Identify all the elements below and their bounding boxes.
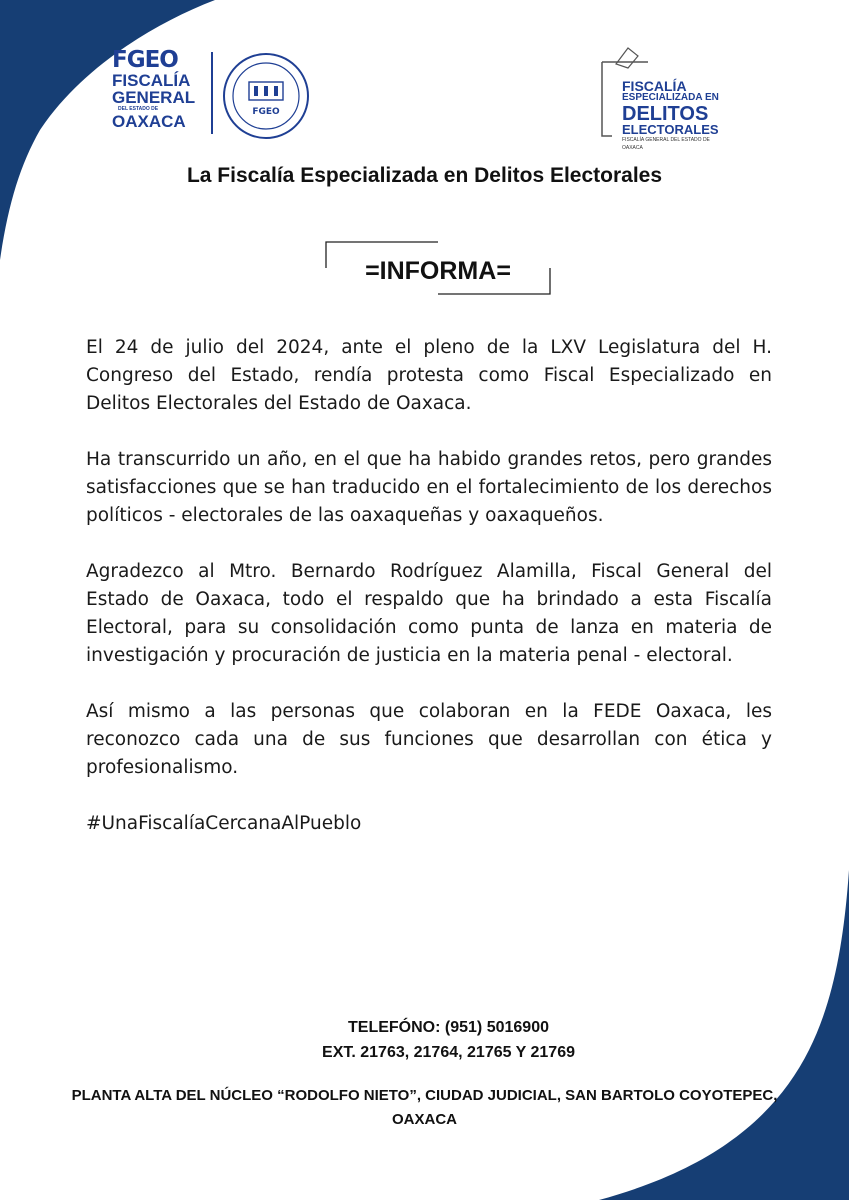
page-title: La Fiscalía Especializada en Delitos Electorales xyxy=(186,164,663,187)
fgeo-logo-line1: FISCALÍA xyxy=(112,71,191,90)
hashtag: #UnaFiscalíaCercanaAlPueblo xyxy=(86,813,362,834)
fgeo-logo-line2: GENERAL xyxy=(112,88,196,107)
paragraph-3: Agradezco al Mtro. Bernardo Rodríguez Alamilla, Fiscal General del Estado de Oaxaca, todo el respaldo que ha brindado a esta Fiscalía Electoral, para su consolidación como punta de lanza en materia de investigación y procuración de justicia en la materia penal - electoral. xyxy=(86,561,772,666)
fede-logo-line1: FISCALÍA xyxy=(622,78,687,94)
fgeo-logo-small: DEL ESTADO DE xyxy=(118,106,159,112)
fgeo-seal xyxy=(222,52,310,140)
footer-address: PLANTA ALTA DEL NÚCLEO “RODOLFO NIETO”, CIUDAD JUDICIAL, SAN BARTOLO COYOTEPEC, OAXACA xyxy=(71,1087,778,1128)
fede-logo xyxy=(622,80,732,152)
paragraph-4: Así mismo a las personas que colaboran en la FEDE Oaxaca, les reconozco cada una de sus funciones que desarrollan con ética y profesionalismo. xyxy=(86,701,772,778)
paragraph-2: Ha transcurrido un año, en el que ha habido grandes retos, pero grandes satisfacciones que se han traducido en el fortalecimiento de los derechos políticos - electorales de las oaxaqueñas y oaxaqueños. xyxy=(86,449,772,526)
footer-contact xyxy=(0,1015,849,1065)
fgeo-logo-line3: OAXACA xyxy=(112,112,186,131)
logo-divider xyxy=(211,52,213,134)
fgeo-logo-mark: FGEO xyxy=(112,47,178,73)
footer-phone: TELEFÓNO: (951) 5016900 xyxy=(348,1019,549,1036)
fede-logo-line4: ELECTORALES xyxy=(622,122,719,137)
seal-mark: FGEO xyxy=(252,107,280,117)
paragraph-1: El 24 de julio del 2024, ante el pleno de la LXV Legislatura del H. Congreso del Estado, rendía protesta como Fiscal Especializado en Delitos Electorales del Estado de Oaxaca. xyxy=(86,337,772,414)
informa-heading: =INFORMA= xyxy=(365,257,511,285)
fede-logo-line3: DELITOS xyxy=(622,103,709,125)
fgeo-logo xyxy=(112,48,212,130)
statement-body xyxy=(86,334,772,866)
footer-extensions: EXT. 21763, 21764, 21765 Y 21769 xyxy=(322,1044,575,1061)
fede-logo-line5: FISCALÍA GENERAL DEL ESTADO DE OAXACA xyxy=(622,137,710,151)
fede-logo-line2: ESPECIALIZADA EN xyxy=(622,92,719,103)
